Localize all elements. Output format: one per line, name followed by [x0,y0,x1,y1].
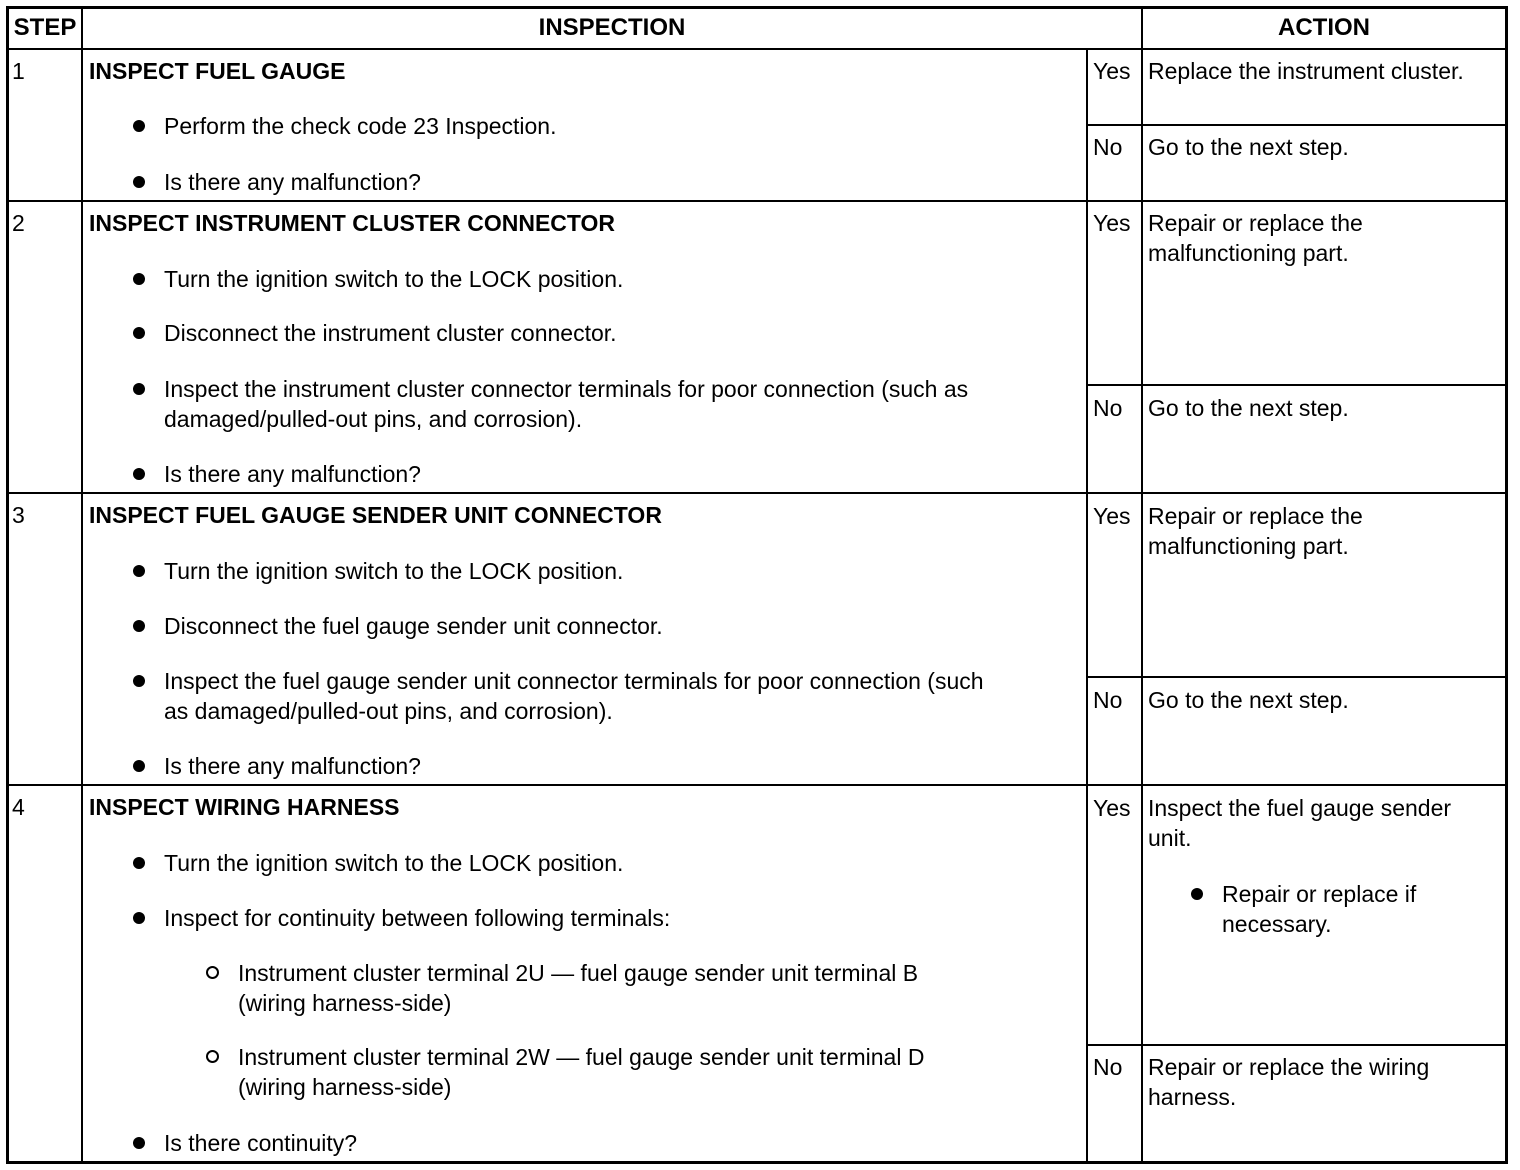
header-step: STEP [13,14,77,41]
no-label: No [1093,395,1123,421]
yes-action-continued: unit. [1148,825,1192,851]
yes-label: Yes [1093,210,1131,236]
step-title: INSPECT INSTRUMENT CLUSTER CONNECTOR [89,210,616,236]
table-border-left [6,6,9,1164]
inspection-item: Inspect the fuel gauge sender unit connector terminals for poor connection (such [164,668,984,694]
yes-action: Repair or replace the [1148,210,1363,236]
inspection-sub-item: Instrument cluster terminal 2U — fuel gauge sender unit terminal B [238,960,919,986]
no-action: Go to the next step. [1148,134,1349,160]
step-title: INSPECT FUEL GAUGE SENDER UNIT CONNECTOR [89,502,662,528]
divider-row-3 [6,784,1508,786]
divider-row-2 [6,492,1508,494]
inspection-sub-item-continued: (wiring harness-side) [238,1074,452,1100]
inspection-item: Disconnect the instrument cluster connector. [164,320,617,346]
step-number: 2 [12,210,25,236]
divider-yesno-1 [1086,124,1507,126]
yes-label: Yes [1093,58,1131,84]
table-border-bottom [6,1161,1508,1164]
no-action: Repair or replace the wiring [1148,1054,1430,1080]
inspection-item: Inspect for continuity between following terminals: [164,905,671,931]
bullet-icon [133,565,145,577]
bullet-icon [133,176,145,188]
inspection-item-continued: damaged/pulled-out pins, and corrosion). [164,406,583,432]
bullet-icon [133,468,145,480]
divider-yesno-2 [1086,384,1507,386]
yes-action-bullet-continued: necessary. [1222,911,1332,937]
bullet-icon [133,760,145,772]
bullet-icon [133,327,145,339]
sub-bullet-icon [206,1050,219,1063]
bullet-icon [133,620,145,632]
no-action-continued: harness. [1148,1084,1237,1110]
yes-action: Repair or replace the [1148,503,1363,529]
bullet-icon [1191,888,1203,900]
inspection-item-continued: as damaged/pulled-out pins, and corrosion). [164,698,613,724]
step-title: INSPECT FUEL GAUGE [89,58,346,84]
divider-row-1 [6,200,1508,202]
divider-yesno-3 [1086,676,1507,678]
inspection-item: Turn the ignition switch to the LOCK position. [164,558,624,584]
no-label: No [1093,134,1123,160]
bullet-icon [133,273,145,285]
sub-bullet-icon [206,966,219,979]
divider-yesno-action [1141,6,1143,1164]
bullet-icon [133,1137,145,1149]
yes-label: Yes [1093,795,1131,821]
yes-action: Inspect the fuel gauge sender [1148,795,1452,821]
inspection-item: Disconnect the fuel gauge sender unit connector. [164,613,663,639]
inspection-item: Turn the ignition switch to the LOCK position. [164,266,624,292]
inspection-sub-item: Instrument cluster terminal 2W — fuel gauge sender unit terminal D [238,1044,925,1070]
step-number: 4 [12,794,25,820]
table-border-right [1505,6,1508,1164]
header-action: ACTION [1278,14,1370,41]
bullet-icon [133,912,145,924]
inspection-item: Is there any malfunction? [164,169,421,195]
yes-action-bullet: Repair or replace if [1222,881,1417,907]
divider-header [6,48,1508,50]
no-action: Go to the next step. [1148,395,1349,421]
yes-action: Replace the instrument cluster. [1148,58,1464,84]
inspection-item: Is there any malfunction? [164,753,421,779]
inspection-sub-item-continued: (wiring harness-side) [238,990,452,1016]
divider-inspection-yesno [1086,48,1088,1164]
inspection-item: Perform the check code 23 Inspection. [164,113,557,139]
inspection-item: Turn the ignition switch to the LOCK position. [164,850,624,876]
no-action: Go to the next step. [1148,687,1349,713]
step-title: INSPECT WIRING HARNESS [89,794,400,820]
divider-step-inspection [81,6,83,1164]
step-number: 1 [12,58,25,84]
inspection-item: Inspect the instrument cluster connector terminals for poor connection (such as [164,376,969,402]
divider-yesno-4 [1086,1044,1507,1046]
inspection-item: Is there any malfunction? [164,461,421,487]
yes-action-continued: malfunctioning part. [1148,533,1349,559]
inspection-item: Is there continuity? [164,1130,358,1156]
bullet-icon [133,857,145,869]
yes-action-continued: malfunctioning part. [1148,240,1349,266]
header-inspection: INSPECTION [538,14,686,41]
bullet-icon [133,120,145,132]
bullet-icon [133,383,145,395]
step-number: 3 [12,502,25,528]
yes-label: Yes [1093,503,1131,529]
bullet-icon [133,675,145,687]
no-label: No [1093,687,1123,713]
no-label: No [1093,1054,1123,1080]
